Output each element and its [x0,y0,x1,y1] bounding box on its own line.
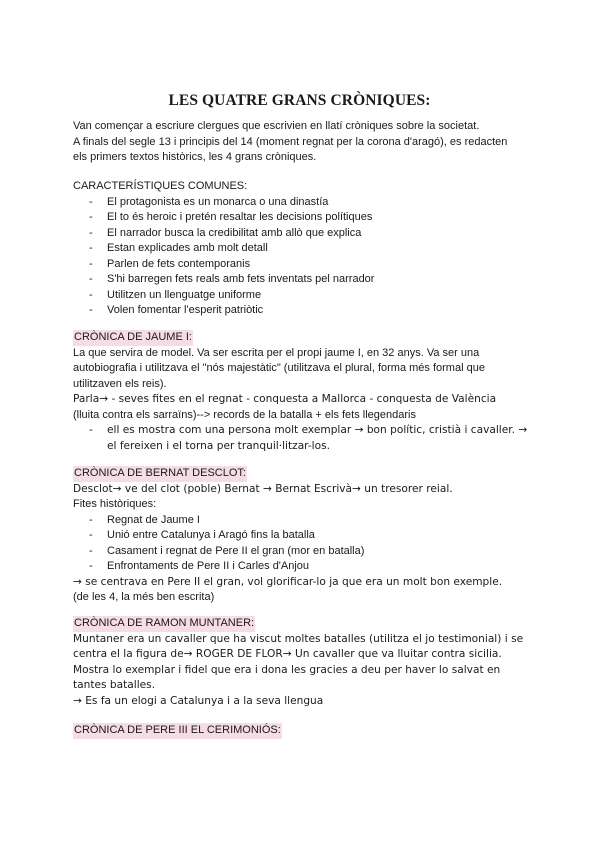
muntaner-section [73,616,533,709]
list-item: - El protagonista es un monarca o una dinastía [73,195,533,211]
muntaner-paragraph-2: → Es fa un elogi a Catalunya i a la seva llengua [73,694,324,707]
list-item: - Utilitzen un llenguatge uniforme [73,288,533,304]
desclot-paragraph-2: Fites històriques: [73,498,157,510]
common-list [73,195,533,319]
list-item: - Regnat de Jaume I [73,513,533,529]
intro-line-3: els primers textos històrics, les 4 grans cròniques. [73,151,317,163]
common-heading: CARACTERÍSTIQUES COMUNES: [73,180,248,192]
muntaner-paragraph-1: Muntaner era un cavaller que ha viscut moltes batalles (utilitza el jo testimonial) i se centra el la figura de→ ROGER DE FLOR→ Un cavaller que va lluitar contra sicilia. Mostra lo exemplar i fidel que era i dona les gracies a deu per haver lo salvat en tantes batalles. [73,632,524,691]
list-item: - Casament i regnat de Pere II el gran (mor en batalla) [73,544,533,560]
desclot-paragraph-1: Desclot→ ve del clot (poble) Bernat → Bernat Escrivà→ un tresorer reial. [73,482,453,495]
jaume-heading: CRÒNICA DE JAUME I: [73,330,193,346]
list-item: - Unió entre Catalunya i Aragó fins la batalla [73,528,533,544]
pere-section [73,723,533,739]
common-section [73,179,533,319]
desclot-heading: CRÒNICA DE BERNAT DESCLOT: [73,466,247,482]
intro-line-1: Van començar a escriure clergues que escrivien en llatí cròniques sobre la societat. [73,120,480,132]
jaume-section [73,330,533,454]
intro-line-2: A finals del segle 13 i principis del 14 (moment regnat per la corona d'aragó), es redacten [73,135,508,148]
page-title: LES QUATRE GRANS CRÒNIQUES: [168,92,431,109]
list-item: - Volen fomentar l'esperit patriòtic [73,303,533,319]
desclot-paragraph-4: (de les 4, la més ben escrita) [73,591,215,603]
list-item: - S'hi barregen fets reals amb fets inventats pel narrador [73,272,533,288]
list-item: - El narrador busca la credibilitat amb allò que explica [73,226,533,242]
pere-heading: CRÒNICA DE PERE III EL CERIMONIÓS: [73,723,282,739]
desclot-section [73,466,533,606]
list-item: - El to és heroic i pretén resaltar les decisions polítiques [73,210,533,226]
desclot-paragraph-3: → se centrava en Pere II el gran, vol glorificar-lo ja que era un molt bon exemple. [73,575,503,588]
list-item: - Enfrontaments de Pere II i Carles d'Anjou [73,559,533,575]
jaume-paragraph-1: La que servira de model. Va ser escrita per el propi jaume I, en 32 anys. Va ser una autobiografia i utilitzava el "nós majestàtic" (utilitzava el plural, forma més formal que utilitzaven els reis). [73,346,485,390]
muntaner-heading: CRÒNICA DE RAMON MUNTANER: [73,616,255,632]
desclot-list [73,513,533,575]
list-item: - Estan explicades amb molt detall [73,241,533,257]
list-item: - ell es mostra com una persona molt exemplar → bon polític, cristià i cavaller. → el fereixen i el torna per tranquil·litzar-los. [73,423,533,454]
jaume-paragraph-3: (lluita contra els sarraïns)--> records de la batalla + els fets llegendaris [73,408,416,421]
jaume-list [73,423,533,454]
list-item: - Parlen de fets contemporanis [73,257,533,273]
intro-section [73,119,533,166]
jaume-paragraph-2: Parla→ - seves fites en el regnat - conquesta a Mallorca - conquesta de València [73,393,497,405]
